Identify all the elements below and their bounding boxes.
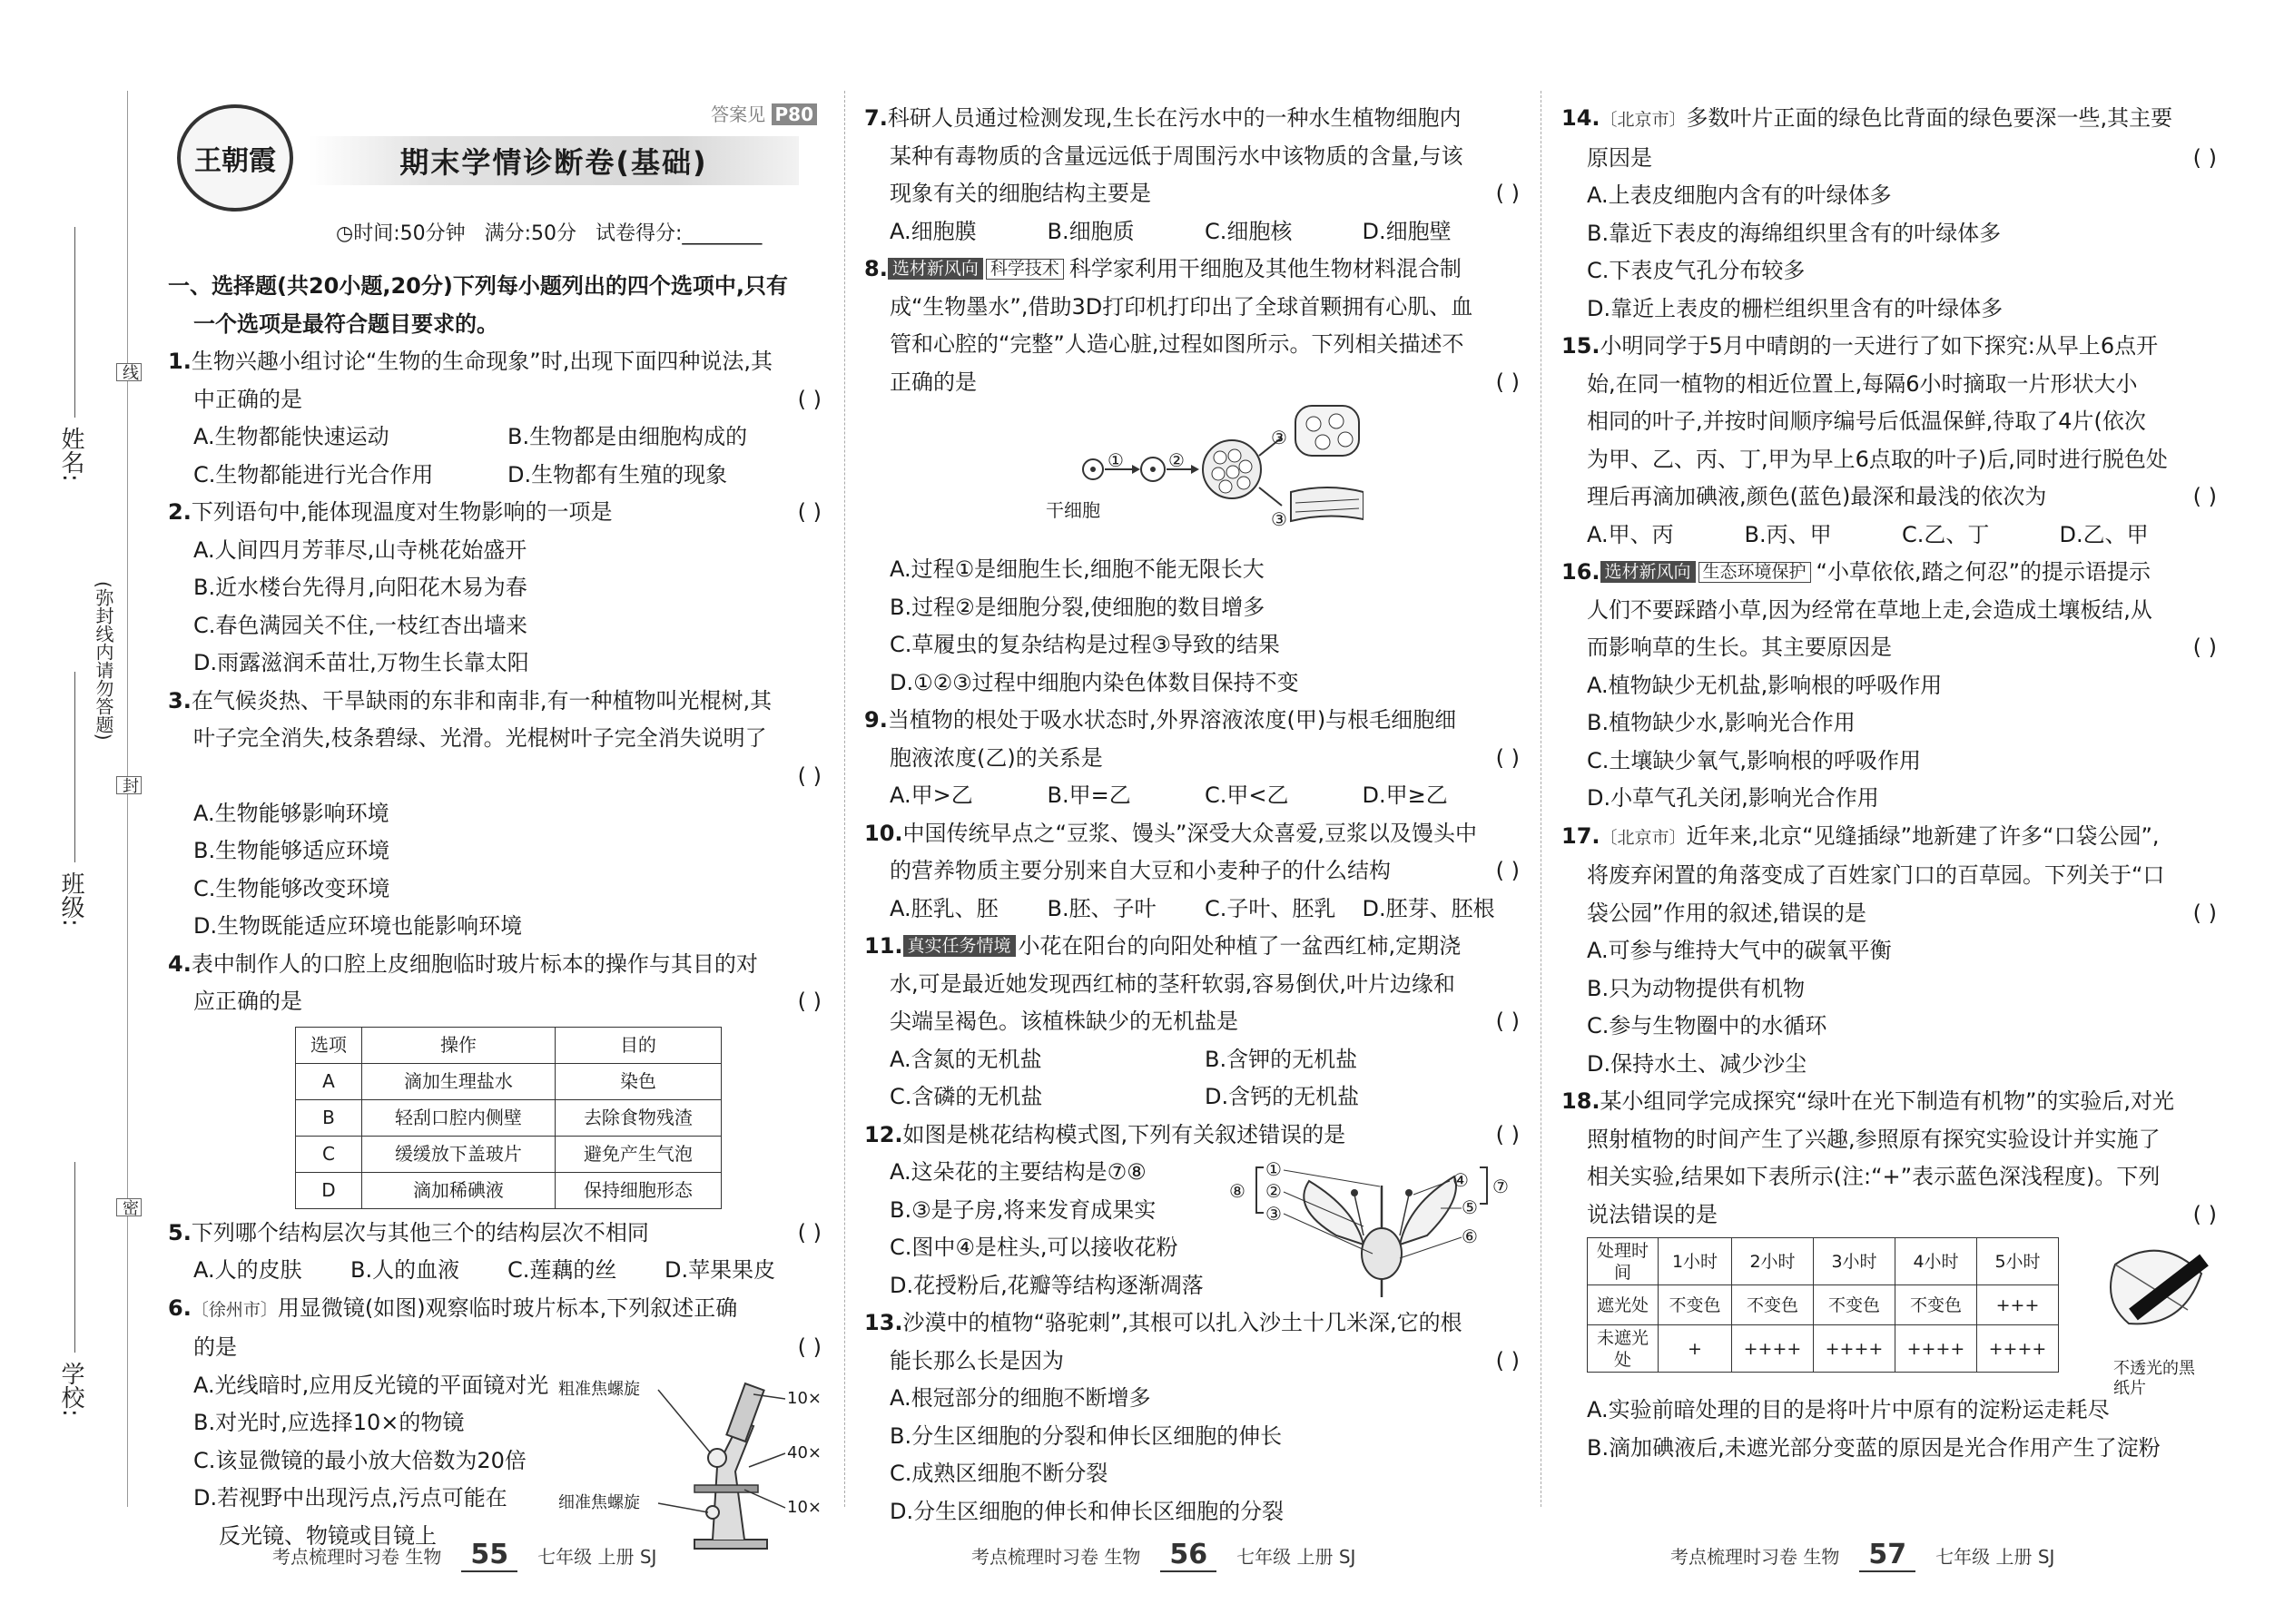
option-b: B.滴加碘液后,未遮光部分变蓝的原因是光合作用产生了淀粉: [1587, 1434, 2161, 1461]
question-number: 11.: [864, 933, 903, 959]
page-number: 57: [1859, 1539, 1915, 1572]
name-underline: [74, 227, 75, 418]
table-header: 2小时: [1731, 1238, 1813, 1285]
footer-series: 考点梳理时习卷 生物: [1670, 1546, 1840, 1568]
option-d: D.小草气孔关闭,影响光合作用: [1587, 785, 1879, 811]
answer-blank[interactable]: ( ): [1495, 181, 1520, 206]
question-stem: 水,可是最近她发现西红柿的茎秆软弱,容易倒伏,叶片边缘和: [890, 970, 1455, 997]
question-stem: 而影响草的生长。其主要原因是: [1587, 635, 1892, 660]
process-1-label: ①: [1108, 449, 1124, 471]
option-c: C.春色满园关不住,一枝红杏出墙来: [193, 612, 528, 638]
option-c: C.甲<乙: [1205, 782, 1289, 808]
region-tag: 〔徐州市〕: [191, 1299, 278, 1320]
table-row: 遮光处 不变色 不变色 不变色 不变色 +++: [1588, 1285, 2059, 1325]
question-stem: 下列哪个结构层次与其他三个的结构层次不相同: [191, 1219, 649, 1245]
answer-blank[interactable]: ( ): [2192, 144, 2217, 171]
question-18: [1561, 1083, 2217, 1467]
label-7: ⑦: [1492, 1176, 1509, 1197]
option-a: A.生物能够影响环境: [193, 800, 389, 826]
question-13: [864, 1304, 1520, 1530]
label-4: ④: [1452, 1169, 1469, 1191]
option-a: A.甲、丙: [1587, 521, 1674, 547]
column-middle: [864, 100, 1520, 1530]
question-stem: 胞液浓度(乙)的关系是: [890, 744, 1103, 771]
exam-header: [154, 91, 826, 245]
label-3: ③: [1265, 1203, 1282, 1225]
option-d: D.靠近上表皮的栅栏组织里含有的叶绿体多: [1587, 295, 2004, 321]
question-number: 2.: [168, 499, 192, 525]
question-stem: 小花在阳台的向阳处种植了一盆西红柿,定期浇: [1018, 933, 1462, 959]
section-title-line2: 一个选项是最符合题目要求的。: [193, 310, 498, 337]
table-header: 目的: [555, 1027, 721, 1063]
seal-warning: (弥封线内请勿答题): [93, 581, 114, 741]
black-paper-label: 不透光的黑纸片: [2113, 1358, 2195, 1398]
objective-high-label: 40×: [787, 1442, 822, 1462]
question-17: [1561, 818, 2217, 1084]
page-number: 56: [1160, 1539, 1216, 1572]
answer-blank[interactable]: ( ): [797, 1219, 822, 1245]
seal-mark-feng: 封: [116, 776, 142, 794]
school-underline: [74, 1162, 75, 1353]
option-b: B.含钾的无机盐: [1205, 1046, 1358, 1072]
column-divider-1: [844, 91, 845, 1507]
option-d: D.苹果果皮: [665, 1257, 776, 1283]
option-d: D.乙、甲: [2059, 521, 2149, 547]
leaf-figure: [2097, 1237, 2215, 1398]
question-stem: 中国传统早点之“豆浆、馒头”深受大众喜爱,豆浆以及馒头中: [902, 820, 1478, 846]
question-number: 15.: [1561, 333, 1600, 359]
fine-focus-label: 细准焦螺旋: [558, 1492, 640, 1512]
school-label: 学校:: [57, 1362, 84, 1417]
table-row: 未遮光处 + ++++ ++++ ++++ ++++: [1588, 1325, 2059, 1373]
option-a: A.根冠部分的细胞不断增多: [890, 1385, 1151, 1411]
question-stem: 现象有关的细胞结构主要是: [890, 181, 1151, 206]
option-c: C.成熟区细胞不断分裂: [890, 1461, 1108, 1486]
question-stem: 用显微镜(如图)观察临时玻片标本,下列叙述正确: [277, 1294, 738, 1321]
table-header: 处理时间: [1588, 1238, 1659, 1285]
question-1: [168, 343, 822, 494]
answer-reference: [711, 100, 817, 126]
question-8: [864, 251, 1520, 702]
question-stem: 某小组同学完成探究“绿叶在光下制造有机物”的实验后,对光: [1600, 1088, 2175, 1114]
question-stem: 的营养物质主要分别来自大豆和小麦种子的什么结构: [890, 858, 1391, 883]
question-stem: 应正确的是: [193, 989, 302, 1014]
option-b: B.对光时,应选择10×的物镜: [193, 1410, 465, 1435]
option-b: B.植物缺少水,影响光合作用: [1587, 710, 1856, 735]
question-stem: 近年来,北京“见缝插绿”地新建了许多“口袋公园”,: [1686, 822, 2160, 849]
question-stem: 当植物的根处于吸水状态时,外界溶液浓度(甲)与根毛细胞细: [887, 707, 1457, 733]
answer-blank[interactable]: ( ): [2192, 484, 2217, 509]
tag-new-trend: 选材新风向: [888, 258, 983, 280]
option-b: B.过程②是细胞分裂,使细胞的数目增多: [890, 594, 1265, 620]
label-2: ②: [1265, 1180, 1282, 1202]
option-c: C.细胞核: [1205, 218, 1293, 244]
region-tag: 〔北京市〕: [1600, 110, 1687, 130]
leaf-icon: [2097, 1237, 2215, 1346]
label-1: ①: [1265, 1158, 1282, 1180]
tag-real-task: 真实任务情境: [903, 935, 1016, 957]
coarse-focus-label: 粗准焦螺旋: [558, 1379, 640, 1399]
table-header: 操作: [362, 1027, 556, 1063]
objective-low-label: 10×: [787, 1497, 822, 1517]
section-title-line1: 一、选择题(共20小题,20分)下列每小题列出的四个选项中,只有: [168, 273, 788, 299]
option-b: B.分生区细胞的分裂和伸长区细胞的伸长: [890, 1422, 1283, 1449]
footer-grade: 七年级 上册 SJ: [1935, 1546, 2055, 1568]
question-stem: 说法错误的是: [1587, 1201, 1718, 1227]
table-header: 1小时: [1659, 1238, 1732, 1285]
label-5: ⑤: [1462, 1196, 1478, 1218]
question-stem: 科学家利用干细胞及其他生物材料混合制: [1068, 256, 1462, 281]
footer-page-57: [1670, 1539, 2054, 1572]
question-stem: 沙漠中的植物“骆驼刺”,其根可以扎入沙土十几米深,它的根: [902, 1310, 1462, 1335]
option-d: D.胚芽、胚根: [1362, 895, 1495, 921]
question-stem: 中正确的是: [193, 386, 302, 412]
question-stem: 为甲、乙、丙、丁,甲为早上6点取的叶子)后,同时进行脱色处: [1587, 446, 2168, 472]
question-stem: 叶子完全消失,枝条碧绿、光滑。光棍树叶子完全消失说明了: [193, 725, 767, 751]
question-number: 9.: [864, 707, 888, 733]
question-number: 7.: [864, 105, 888, 131]
answer-blank[interactable]: ( ): [797, 499, 822, 525]
question-7: [864, 100, 1520, 251]
question-stem: 管和心腔的“完整”人造心脏,过程如图所示。下列相关描述不: [890, 331, 1464, 357]
answer-ref-page: P80: [772, 103, 818, 125]
question-3: [168, 683, 822, 946]
question-stem: 下列语句中,能体现温度对生物影响的一项是: [191, 499, 613, 525]
answer-blank[interactable]: ( ): [2192, 1201, 2217, 1227]
option-b: B.细胞质: [1047, 218, 1135, 244]
question-stem: 人们不要踩踏小草,因为经常在草地上走,会造成土壤板结,从: [1587, 596, 2152, 623]
option-d: D.甲≥乙: [1362, 782, 1448, 808]
option-d: D.花授粉后,花瓣等结构逐渐凋落: [890, 1272, 1204, 1298]
option-a: A.生物都能快速运动: [193, 424, 389, 449]
option-a: A.可参与维持大气中的碳氧平衡: [1587, 938, 1892, 963]
question-number: 17.: [1561, 822, 1600, 849]
option-d: D.生物都有生殖的现象: [507, 461, 728, 487]
option-c: C.草履虫的复杂结构是过程③导致的结果: [890, 632, 1280, 657]
question-number: 13.: [864, 1310, 903, 1335]
class-underline: [74, 672, 75, 862]
answer-blank[interactable]: ( ): [1495, 744, 1520, 771]
process-3-label: ③: [1271, 427, 1287, 448]
question-6: [168, 1290, 822, 1556]
footer-grade: 七年级 上册 SJ: [537, 1546, 657, 1568]
option-d: D.含钙的无机盐: [1205, 1084, 1360, 1109]
question-number: 8.: [864, 256, 888, 281]
option-a: A.人间四月芳菲尽,山寺桃花始盛开: [193, 536, 527, 563]
question-number: 5.: [168, 1219, 192, 1245]
question-stem: 如图是桃花结构模式图,下列有关叙述错误的是: [902, 1121, 1346, 1147]
answer-blank[interactable]: ( ): [2192, 635, 2217, 660]
tag-topic: 生态环境保护: [1698, 562, 1811, 583]
question-number: 16.: [1561, 559, 1600, 585]
option-a: A.上表皮细胞内含有的叶绿体多: [1587, 182, 1892, 208]
option-d: D.分生区细胞的伸长和伸长区细胞的分裂: [890, 1498, 1285, 1524]
question-number: 10.: [864, 820, 903, 846]
question-2: [168, 494, 822, 683]
question-stem: 能长那么长是因为: [890, 1347, 1064, 1373]
question-number: 4.: [168, 950, 192, 977]
label-8: ⑧: [1229, 1180, 1245, 1202]
class-label: 班级:: [57, 871, 84, 927]
option-c: C.土壤缺少氧气,影响根的呼吸作用: [1587, 747, 1922, 773]
option-a: A.过程①是细胞生长,细胞不能无限长大: [890, 556, 1265, 582]
option-c: C.子叶、胚乳: [1205, 895, 1336, 921]
table-header: 5小时: [1976, 1238, 2058, 1285]
option-c: C.含磷的无机盐: [890, 1084, 1043, 1109]
table-row: B 轻刮口腔内侧壁 去除食物残渣: [296, 1099, 722, 1136]
option-c: C.图中④是柱头,可以接收花粉: [890, 1235, 1178, 1260]
question-4: [168, 946, 822, 1209]
question-15: [1561, 328, 2217, 554]
footer-series: 考点梳理时习卷 生物: [272, 1546, 442, 1568]
question-stem: 将废弃闲置的角落变成了百姓家门口的百草园。下列关于“口: [1587, 862, 2165, 888]
region-tag: 〔北京市〕: [1600, 827, 1687, 848]
question-stem: 在气候炎热、干旱缺雨的东非和南非,有一种植物叫光棍树,其: [191, 687, 773, 714]
question-number: 1.: [168, 349, 192, 374]
option-a: A.植物缺少无机盐,影响根的呼吸作用: [1587, 672, 1943, 698]
table-row: D 滴加稀碘液 保持细胞形态: [296, 1172, 722, 1208]
footer-page-55: [272, 1539, 656, 1572]
question-stem: 照射植物的时间产生了兴趣,参照原有探究实验设计并实施了: [1587, 1126, 2161, 1152]
seal-mark-mi: 密: [116, 1198, 142, 1216]
option-d: D.保持水土、减少沙尘: [1587, 1050, 1807, 1077]
experiment-table: [1587, 1237, 2059, 1373]
option-b: B.只为动物提供有机物: [1587, 975, 1806, 1001]
question-5: [168, 1215, 822, 1290]
option-c: C.下表皮气孔分布较多: [1587, 258, 1806, 283]
option-c: C.乙、丁: [1902, 521, 1990, 547]
tag-topic: 科学技术: [986, 259, 1064, 280]
option-a: A.含氮的无机盐: [890, 1046, 1042, 1072]
option-b: B.人的血液: [350, 1257, 460, 1283]
process-3b-label: ③: [1271, 508, 1287, 530]
answer-blank[interactable]: ( ): [2192, 900, 2217, 926]
brand-name: 王朝霞: [194, 145, 276, 177]
table-row: C 缓缓放下盖玻片 避免产生气泡: [296, 1136, 722, 1172]
option-a: A.甲>乙: [890, 782, 973, 808]
student-name-label: 姓名:: [57, 427, 84, 482]
answer-blank[interactable]: ( ): [797, 989, 822, 1014]
question-stem: 生物兴趣小组讨论“生物的生命现象”时,出现下面四种说法,其: [191, 349, 773, 374]
question-stem: 某种有毒物质的含量远远低于周围污水中该物质的含量,与该: [890, 143, 1463, 169]
option-b: B.甲=乙: [1047, 782, 1131, 808]
brand-logo: [177, 104, 293, 212]
option-a: A.胚乳、胚: [890, 895, 999, 921]
option-b: B.生物都是由细胞构成的: [507, 424, 748, 449]
footer-page-56: [971, 1539, 1355, 1572]
exam-meta: ◷时间:50分钟 满分:50分 试卷得分:________: [336, 222, 763, 245]
tag-new-trend: 选材新风向: [1600, 561, 1696, 583]
answer-blank[interactable]: ( ): [1495, 1009, 1520, 1034]
question-12: [864, 1117, 1520, 1305]
option-b: B.靠近下表皮的海绵组织里含有的叶绿体多: [1587, 220, 2002, 246]
question-stem: 相同的叶子,并按时间顺序编号后低温保鲜,待取了4片(依次: [1587, 408, 2146, 434]
peach-flower-figure: [1227, 1154, 1518, 1299]
question-stem: 理后再滴加碘液,颜色(蓝色)最深和最浅的依次为: [1587, 484, 2047, 509]
question-10: [864, 815, 1520, 929]
stem-cell-figure: [864, 401, 1520, 551]
page-number: 55: [461, 1539, 517, 1572]
option-c: C.该显微镜的最小放大倍数为20倍: [193, 1447, 527, 1473]
stem-cell-label: 干细胞: [1046, 499, 1100, 521]
option-b: B.丙、甲: [1744, 521, 1832, 547]
question-9: [864, 702, 1520, 815]
answer-ref-label: 答案见: [711, 103, 766, 125]
question-stem: 尖端呈褐色。该植株缺少的无机盐是: [890, 1009, 1238, 1034]
seal-mark-xian: 线: [116, 363, 142, 381]
page-title: 期末学情诊断卷(基础): [399, 145, 708, 180]
question-11: [864, 928, 1520, 1117]
seal-line: [127, 91, 128, 1507]
question-stem: 的是: [193, 1334, 237, 1360]
option-b: B.③是子房,将来发育成果实: [890, 1196, 1157, 1223]
answer-blank[interactable]: ( ): [1495, 1347, 1520, 1373]
option-a: A.这朵花的主要结构是⑦⑧: [890, 1159, 1147, 1185]
option-b: B.近水楼台先得月,向阳花木易为春: [193, 575, 527, 600]
footer-grade: 七年级 上册 SJ: [1236, 1546, 1356, 1568]
question-stem: 表中制作人的口腔上皮细胞临时玻片标本的操作与其目的对: [191, 950, 758, 977]
answer-blank[interactable]: ( ): [1495, 1121, 1520, 1147]
option-a: A.光线暗时,应用反光镜的平面镜对光: [193, 1372, 549, 1398]
column-left: [168, 268, 822, 1555]
table-header: 4小时: [1895, 1238, 1976, 1285]
question-number: 14.: [1561, 105, 1600, 131]
option-d-cont: 反光镜、物镜或目镜上: [219, 1522, 437, 1549]
option-c: C.生物能够改变环境: [193, 875, 390, 901]
answer-blank[interactable]: ( ): [797, 1334, 822, 1360]
option-a: A.细胞膜: [890, 218, 977, 244]
option-d: D.细胞壁: [1362, 218, 1452, 244]
answer-blank[interactable]: ( ): [1495, 858, 1520, 883]
question-stem: 始,在同一植物的相近位置上,每隔6小时摘取一片形状大小: [1587, 370, 2138, 397]
question-stem: 相关实验,结果如下表所示(注:“+”表示蓝色深浅程度)。下列: [1587, 1164, 2161, 1189]
option-c: C.生物都能进行光合作用: [193, 461, 434, 487]
option-b: B.生物能够适应环境: [193, 838, 390, 863]
question-stem: 多数叶片正面的绿色比背面的绿色要深一些,其主要: [1686, 105, 2173, 131]
question-stem: 成“生物墨水”,借助3D打印机打印出了全球首颗拥有心肌、血: [890, 293, 1473, 320]
question-number: 3.: [168, 687, 192, 714]
answer-blank[interactable]: ( ): [797, 386, 822, 412]
title-banner: [309, 136, 799, 185]
footer-series: 考点梳理时习卷 生物: [971, 1546, 1141, 1568]
label-6: ⑥: [1462, 1225, 1478, 1247]
option-d: D.若视野中出现污点,污点可能在: [193, 1485, 507, 1511]
answer-blank[interactable]: ( ): [797, 763, 822, 789]
question-stem: 正确的是: [890, 369, 977, 395]
process-2-label: ②: [1168, 449, 1185, 471]
eyepiece-label: 10×: [787, 1388, 822, 1408]
microscope-figure: [558, 1367, 822, 1558]
option-d: D.①②③过程中细胞内染色体数目保持不变: [890, 669, 1299, 695]
option-a: A.人的皮肤: [193, 1257, 302, 1283]
question-stem: 科研人员通过检测发现,生长在污水中的一种水生植物细胞内: [887, 105, 1462, 131]
option-d: D.雨露滋润禾苗壮,万物生长靠太阳: [193, 650, 529, 675]
answer-blank[interactable]: ( ): [1495, 369, 1520, 395]
option-a: A.实验前暗处理的目的是将叶片中原有的淀粉运走耗尽: [1587, 1397, 2110, 1422]
question-stem: 原因是: [1587, 144, 1652, 171]
question-number: 6.: [168, 1294, 192, 1321]
option-b: B.胚、子叶: [1047, 895, 1157, 921]
section-title: [168, 268, 822, 343]
operation-table: [295, 1027, 722, 1209]
question-stem: “小草依依,踏之何忍”的提示语提示: [1816, 559, 2151, 585]
question-stem: 袋公园”作用的叙述,错误的是: [1587, 900, 1867, 926]
table-header: 选项: [296, 1027, 362, 1063]
option-d: D.生物既能适应环境也能影响环境: [193, 913, 523, 939]
question-14: [1561, 100, 2217, 328]
question-number: 12.: [864, 1121, 903, 1147]
table-header: 3小时: [1813, 1238, 1895, 1285]
table-row: A 滴加生理盐水 染色: [296, 1063, 722, 1099]
question-number: 18.: [1561, 1088, 1600, 1114]
question-stem: 小明同学于5月中晴朗的一天进行了如下探究:从早上6点开: [1600, 333, 2159, 359]
column-right: [1561, 100, 2217, 1467]
option-c: C.参与生物圈中的水循环: [1587, 1013, 1827, 1038]
option-c: C.莲藕的丝: [507, 1257, 617, 1283]
question-16: [1561, 554, 2217, 818]
